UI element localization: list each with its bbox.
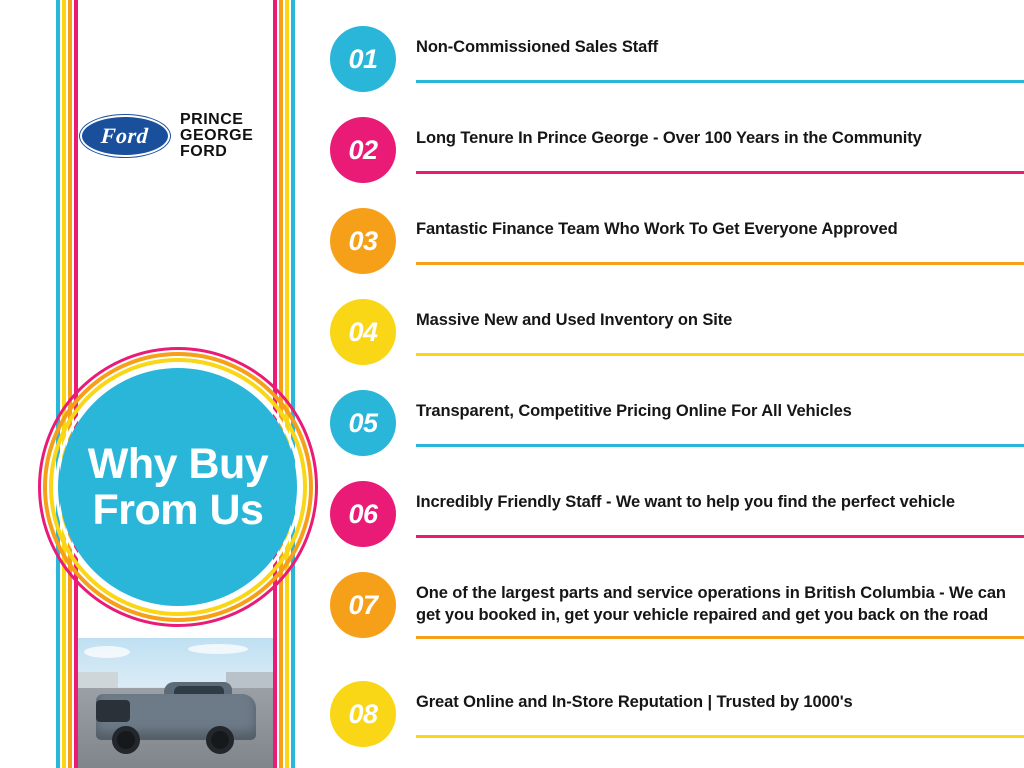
reason-underline	[416, 353, 1024, 356]
reason-item	[330, 18, 1024, 108]
reason-text: Transparent, Competitive Pricing Online For All Vehicles	[416, 402, 852, 420]
dealer-logo	[80, 108, 272, 164]
dealer-name-line-2: GEORGE	[180, 126, 254, 144]
why-buy-headline-line-2: From Us	[92, 486, 264, 534]
reason-item	[330, 200, 1024, 290]
reason-underline	[416, 262, 1024, 265]
reason-item	[330, 382, 1024, 472]
reason-underline	[416, 80, 1024, 83]
reasons-list	[330, 0, 1024, 768]
reason-number-badge: 08	[330, 681, 396, 747]
reason-number-badge: 01	[330, 26, 396, 92]
reason-text: One of the largest parts and service operations in British Columbia - We can get you booked in, get your vehicle repaired and get you back on the road	[416, 584, 1006, 625]
reason-number-badge: 04	[330, 299, 396, 365]
reason-number-badge: 06	[330, 481, 396, 547]
why-buy-headline-line-1: Why Buy	[87, 439, 269, 488]
dealer-name	[180, 112, 253, 161]
reason-item	[330, 291, 1024, 381]
reason-item	[330, 673, 1024, 763]
reason-underline	[416, 535, 1024, 538]
reason-text: Great Online and In-Store Reputation | Trusted by 1000's	[416, 693, 853, 711]
reason-number-badge: 03	[330, 208, 396, 274]
dealer-name-line-3: FORD	[180, 143, 228, 161]
truck-photo	[78, 638, 273, 768]
reason-number-badge: 05	[330, 390, 396, 456]
reason-underline	[416, 444, 1024, 447]
reason-underline	[416, 636, 1024, 639]
why-buy-circle-core	[59, 368, 297, 606]
reason-number-badge: 07	[330, 572, 396, 638]
ford-wordmark: Ford	[100, 123, 150, 148]
why-buy-headline	[78, 441, 278, 534]
reason-underline	[416, 735, 1024, 738]
why-buy-badge	[38, 347, 318, 627]
reason-text: Non-Commissioned Sales Staff	[416, 38, 658, 56]
ford-oval-logo	[80, 115, 170, 157]
reason-text: Massive New and Used Inventory on Site	[416, 311, 733, 329]
cloud-shape	[84, 646, 130, 658]
reason-underline	[416, 171, 1024, 174]
reason-text: Long Tenure In Prince George - Over 100 Years in the Community	[416, 129, 922, 147]
reason-number-badge: 02	[330, 117, 396, 183]
truck-wheel	[112, 726, 140, 754]
dealer-name-line-1: PRINCE	[180, 110, 244, 128]
cloud-shape	[188, 644, 248, 654]
truck-grille	[96, 700, 130, 722]
reason-text: Incredibly Friendly Staff - We want to help you find the perfect vehicle	[416, 493, 955, 511]
reason-item	[330, 473, 1024, 563]
reason-text: Fantastic Finance Team Who Work To Get Everyone Approved	[416, 220, 898, 238]
reason-item	[330, 564, 1024, 654]
reason-item	[330, 109, 1024, 199]
truck-wheel	[206, 726, 234, 754]
